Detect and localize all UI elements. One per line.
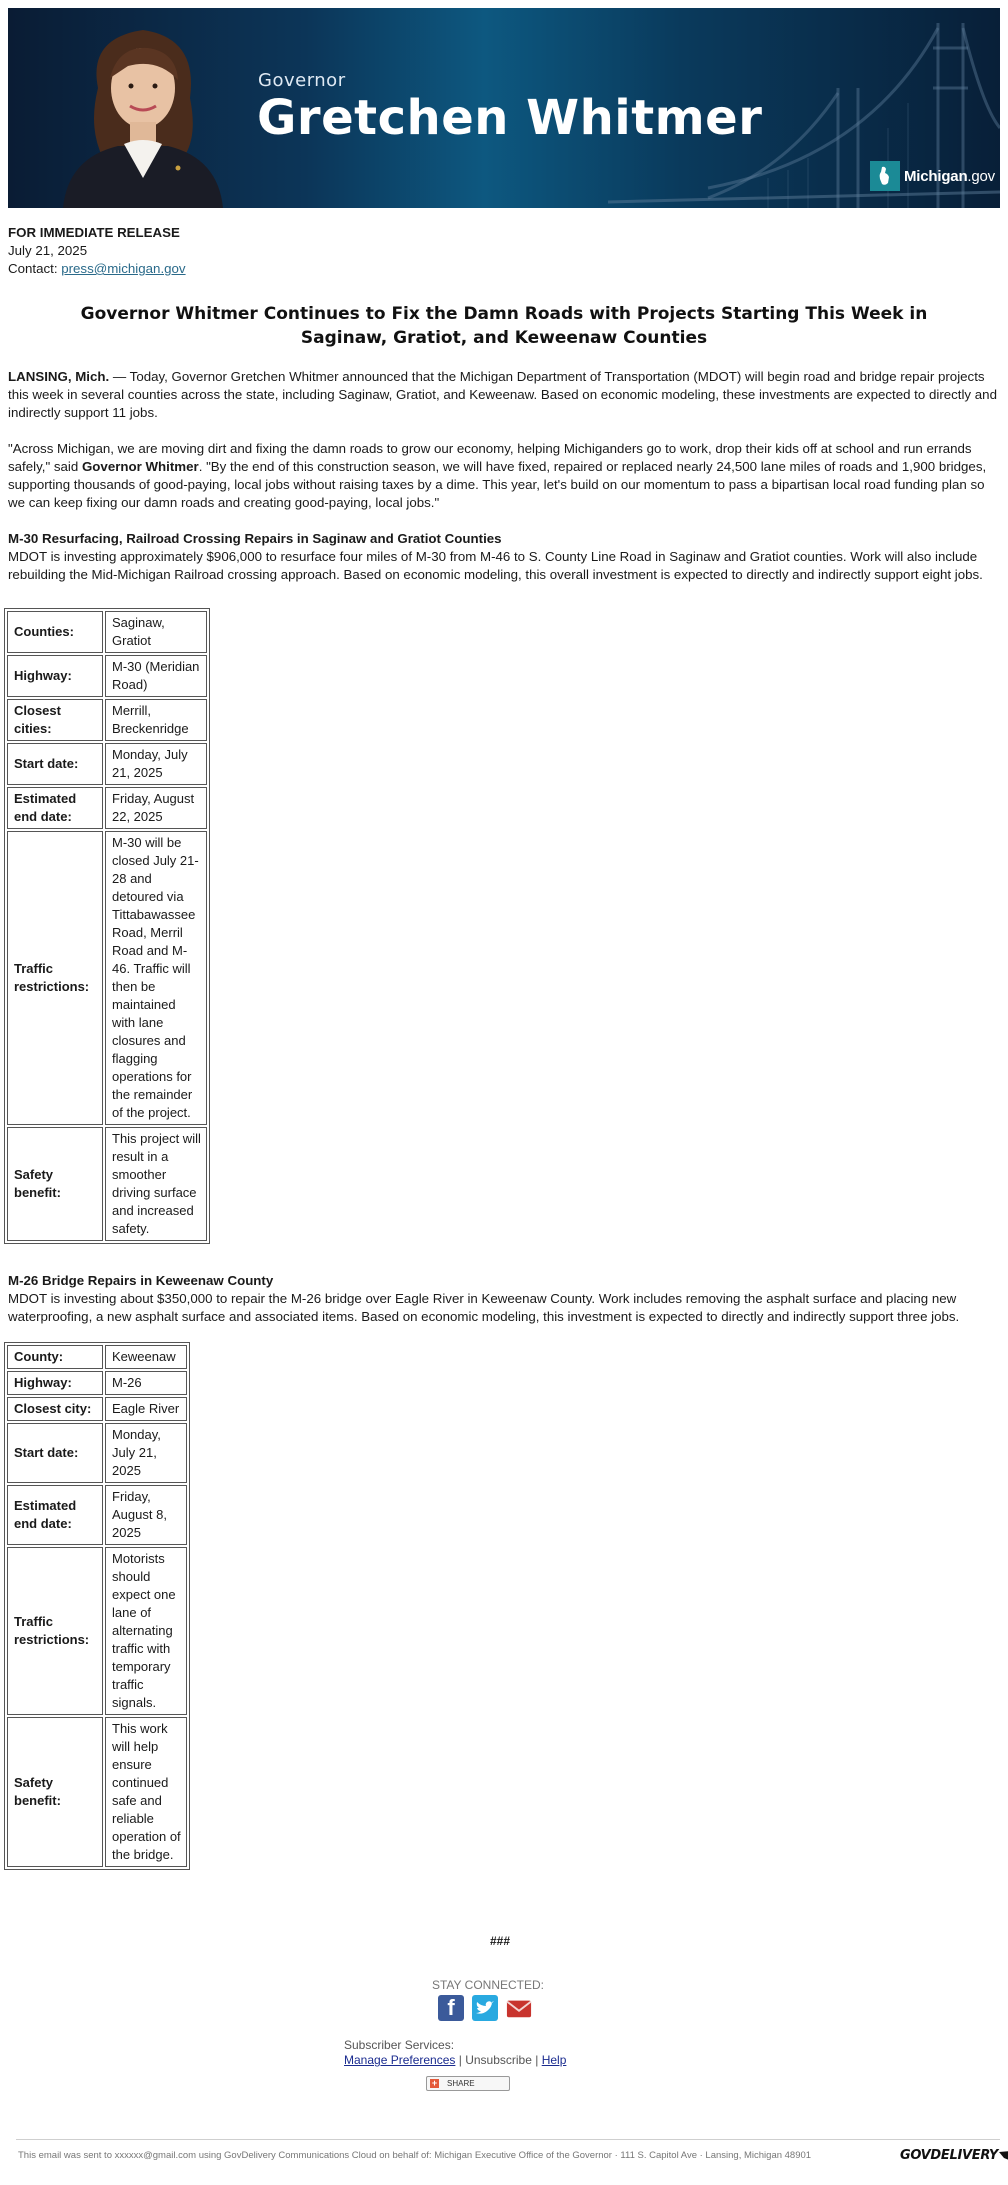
table-row (7, 1397, 187, 1421)
share-button[interactable] (426, 2076, 510, 2091)
twitter-icon[interactable] (472, 1995, 498, 2021)
quote-part-1: "Across Michigan, we are moving dirt and fixing the damn roads to grow our economy, helping Michiganders go to work, drop their kids off at school and run errands safely," said (8, 441, 972, 474)
govdelivery-text: GOVDELIVERY (900, 2148, 998, 2163)
project1-title: M-30 Resurfacing, Railroad Crossing Repairs in Saginaw and Gratiot Counties (8, 531, 502, 546)
email-icon[interactable] (506, 1995, 532, 2021)
subscriber-services (344, 2038, 566, 2068)
row-label: County: (7, 1345, 103, 1369)
table-row (7, 1547, 187, 1715)
row-label: Closest city: (7, 1397, 103, 1421)
share-plus-icon: + (431, 2078, 438, 2088)
project2-title: M-26 Bridge Repairs in Keweenaw County (8, 1273, 274, 1288)
row-value: This project will result in a smoother driving surface and increased safety. (105, 1127, 207, 1241)
row-label: Traffic restrictions: (7, 831, 103, 1125)
row-label: Start date: (7, 1423, 103, 1483)
row-label: Counties: (7, 611, 103, 653)
separator: | (455, 2053, 466, 2067)
row-label: Safety benefit: (7, 1127, 103, 1241)
row-value: M-30 (Meridian Road) (105, 655, 207, 697)
row-value: Monday, July 21, 2025 (105, 1423, 187, 1483)
michigan-map-icon (870, 161, 900, 191)
row-value: Monday, July 21, 2025 (105, 743, 207, 785)
row-value: Keweenaw (105, 1345, 187, 1369)
row-value: This work will help ensure continued safe and reliable operation of the bridge. (105, 1717, 187, 1867)
footer-divider (16, 2139, 1000, 2140)
contact-email-link[interactable]: press@michigan.gov (61, 261, 186, 276)
table-row (7, 1485, 187, 1545)
table-row (7, 1371, 187, 1395)
row-label: Estimated end date: (7, 787, 103, 829)
row-value: M-26 (105, 1371, 187, 1395)
release-label: FOR IMMEDIATE RELEASE (8, 225, 180, 240)
table-row (7, 1127, 207, 1241)
help-link[interactable]: Help (541, 2053, 567, 2067)
row-label: Closest cities: (7, 699, 103, 741)
dateline: LANSING, Mich. (8, 369, 110, 384)
press-release-body (8, 224, 1000, 1870)
michigan-gov-text (904, 168, 995, 185)
table-row (7, 1717, 187, 1867)
row-value: Motorists should expect one lane of alternating traffic with temporary traffic signals. (105, 1547, 187, 1715)
governor-label: Governor (258, 70, 346, 91)
row-label: Traffic restrictions: (7, 1547, 103, 1715)
social-links (438, 1995, 532, 2021)
intro-paragraph (8, 368, 1000, 422)
project1-description: MDOT is investing approximately $906,000 to resurface four miles of M-30 from M-46 to S. County Line Road in Saginaw and Gratiot counties. Work will also include rebuilding the Mid-Michigan Railroad crossing approach. Based on economic modeling, this overall investment is expected to directly and indirectly support eight jobs. (8, 549, 983, 582)
table-row (7, 831, 207, 1125)
row-label: Start date: (7, 743, 103, 785)
row-value: Friday, August 22, 2025 (105, 787, 207, 829)
contact-label: Contact: (8, 261, 62, 276)
quote-speaker: Governor Whitmer (81, 459, 199, 474)
unsubscribe-link[interactable]: Unsubscribe (465, 2053, 532, 2067)
table-row (7, 787, 207, 829)
table-row (7, 611, 207, 653)
governor-portrait-icon (58, 18, 228, 208)
footer-disclaimer: This email was sent to xxxxxx@gmail.com using GovDelivery Communications Cloud on behalf of: Michigan Executive Office of the Governor · 111 S. Capitol Ave · Lansing, Michigan 48901 (18, 2150, 812, 2161)
row-value: Saginaw, Gratiot (105, 611, 207, 653)
manage-preferences-link[interactable]: Manage Preferences (344, 2053, 456, 2067)
row-label: Highway: (7, 655, 103, 697)
row-label: Safety benefit: (7, 1717, 103, 1867)
row-value: M-30 will be closed July 21-28 and detoured via Tittabawassee Road, Merril Road and M-46. Traffic will then be maintained with lane closures and flagging operations for the remainder of the project. (105, 831, 207, 1125)
separator: | (531, 2053, 542, 2067)
quote-part-2: . "By the end of this construction season, we will have fixed, repaired or replaced nearly 24,500 lane miles of roads and 1,900 bridges, supporting thousands of good-paying, local jobs without raising taxes by a dime. This year, let's build on our momentum to pass a bipartisan local road funding plan so we can keep fixing our damn roads and creating good-paying, local jobs." (8, 459, 987, 510)
headline: Governor Whitmer Continues to Fix the Damn Roads with Projects Starting This Week in Saginaw, Gratiot, and Keweenaw Counties (80, 304, 928, 348)
end-mark: ### (489, 1934, 511, 1948)
table-row (7, 1423, 187, 1483)
intro-text: Today, Governor Gretchen Whitmer announced that the Michigan Department of Transportation (MDOT) will begin road and bridge repair projects this week in several counties across the state, including Saginaw, Gratiot, and Keweenaw. Based on economic modeling, these investments are expected to directly and indirectly support 11 jobs. (8, 369, 997, 420)
michigan-gov-logo[interactable] (870, 161, 995, 191)
logo-suffix: .gov (967, 167, 995, 185)
row-value: Eagle River (105, 1397, 187, 1421)
release-date: July 21, 2025 (8, 243, 88, 258)
header-banner (8, 8, 1000, 208)
share-label: SHARE (447, 2079, 475, 2088)
row-value: Merrill, Breckenridge (105, 699, 207, 741)
project2-description: MDOT is investing about $350,000 to repair the M-26 bridge over Eagle River in Keweenaw County. Work includes removing the asphalt surface and placing new waterproofing, a new asphalt surface and associated items. Based on economic modeling, this investment is expected to directly and indirectly support three jobs. (8, 1291, 960, 1324)
row-label: Highway: (7, 1371, 103, 1395)
dateline-dash: — (109, 369, 130, 384)
govdelivery-logo[interactable] (900, 2148, 1008, 2163)
govdelivery-envelope-icon (998, 2150, 1008, 2162)
table-row (7, 1345, 187, 1369)
project2-table (4, 1342, 190, 1870)
table-row (7, 743, 207, 785)
facebook-icon[interactable]: f (438, 1995, 464, 2021)
logo-main: Michigan (904, 167, 968, 185)
stay-connected-label: STAY CONNECTED: (431, 1978, 544, 1992)
table-row (7, 699, 207, 741)
subscriber-label: Subscriber Services: (344, 2038, 455, 2052)
row-label: Estimated end date: (7, 1485, 103, 1545)
governor-name: Gretchen Whitmer (257, 90, 763, 146)
email-footer (0, 1934, 1008, 2163)
row-value: Friday, August 8, 2025 (105, 1485, 187, 1545)
quote-paragraph (8, 440, 1000, 512)
project1-table (4, 608, 210, 1244)
table-row (7, 655, 207, 697)
